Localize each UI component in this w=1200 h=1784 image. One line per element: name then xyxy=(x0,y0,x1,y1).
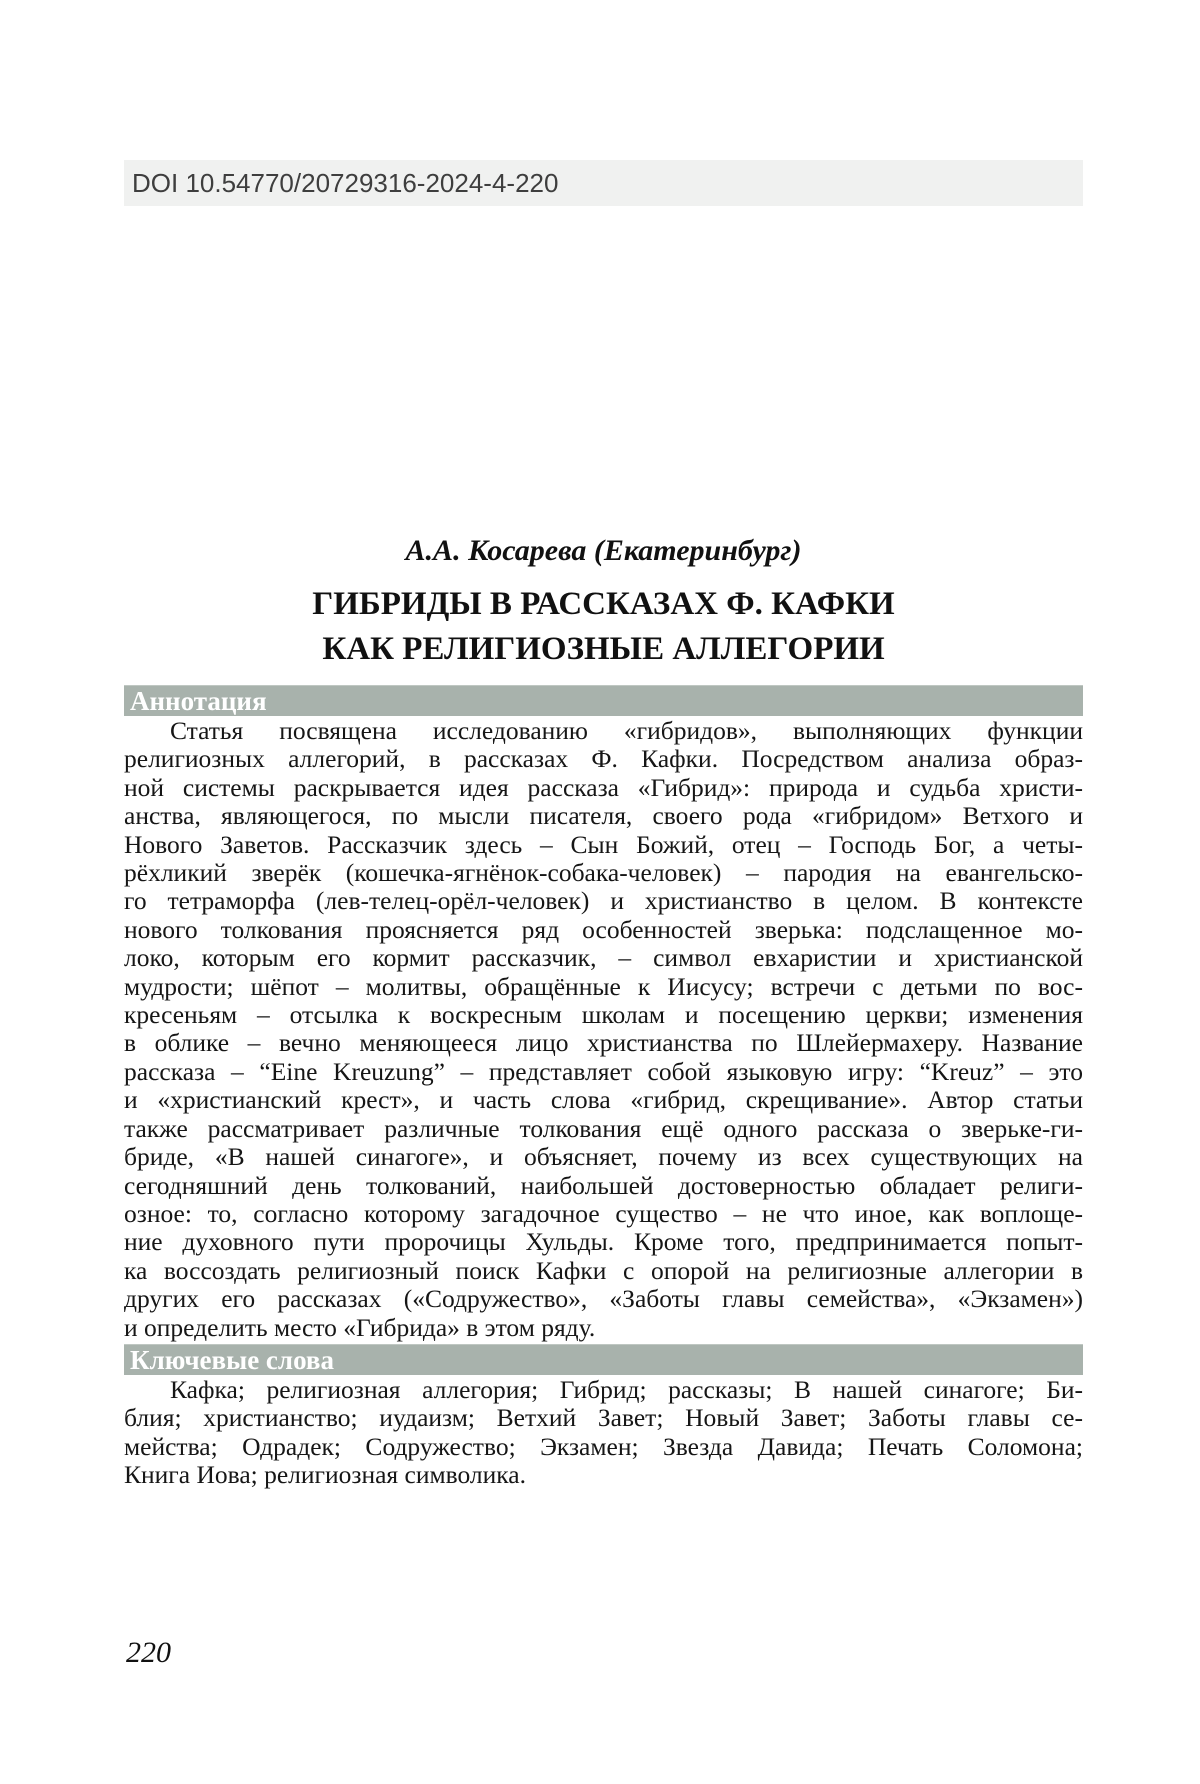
article-title xyxy=(124,582,1083,672)
doi-text: DOI 10.54770/20729316-2024-4-220 xyxy=(132,167,559,198)
text-line: Статья посвящена исследованию «гибридов», выполняющих функции xyxy=(170,716,1083,745)
text-line: в облике – вечно меняющееся лицо христианства по Шлейермахеру. Название xyxy=(124,1028,1083,1058)
article-title-line-2: КАК РЕЛИГИОЗНЫЕ АЛЛЕГОРИИ xyxy=(322,631,885,667)
text-line: мейства; Одрадек; Содружество; Экзамен; Звезда Давида; Печать Соломона; xyxy=(124,1431,1083,1461)
text-line: рассказа – “Eine Kreuzung” – представляет собой языковую игру: “Kreuz” – это xyxy=(124,1056,1083,1086)
text-line: Кафка; религиозная аллегория; Гибрид; рассказы; В нашей синагоге; Би- xyxy=(170,1375,1083,1404)
text-line: озное: то, согласно которому загадочное существо – не что иное, как воплоще- xyxy=(124,1198,1083,1228)
keywords-heading-bar xyxy=(124,1344,1083,1375)
keywords-heading: Ключевые слова xyxy=(130,1345,334,1375)
text-line: рёхликий зверёк (кошечка-ягнёнок-собака-человек) – пародия на евангельско- xyxy=(124,858,1083,888)
text-line: ка воссоздать религиозный поиск Кафки с опорой на религиозные аллегории в xyxy=(124,1255,1083,1285)
text-line: ной системы раскрывается идея рассказа «Гибрид»: природа и судьба христи- xyxy=(124,772,1083,802)
text-line: го тетраморфа (лев-телец-орёл-человек) и христианство в целом. В контексте xyxy=(124,886,1083,916)
text-line: и «христианский крест», и часть слова «гибрид, скрещивание». Автор статьи xyxy=(124,1085,1083,1115)
page-number: 220 xyxy=(126,1636,171,1669)
text-line: локо, которым его кормит рассказчик, – символ евхаристии и христианской xyxy=(124,943,1083,973)
text-line: религиозных аллегорий, в рассказах Ф. Кафки. Посредством анализа образ- xyxy=(124,744,1083,774)
text-line: блия; христианство; иудаизм; Ветхий Завет; Новый Завет; Заботы главы се- xyxy=(124,1403,1083,1433)
text-line: бриде, «В нашей синагоге», и объясняет, почему из всех существующих на xyxy=(124,1142,1083,1172)
text-line: нового толкования проясняется ряд особенностей зверька: подслащенное мо- xyxy=(124,914,1083,944)
author-line: А.А. Косарева (Екатеринбург) xyxy=(405,534,802,567)
doi-bar xyxy=(124,160,1083,206)
text-line: Книга Иова; религиозная символика. xyxy=(124,1460,526,1490)
abstract-heading: Аннотация xyxy=(130,686,267,716)
text-line: также рассматривает различные толкования ещё одного рассказа о зверьке-ги- xyxy=(124,1113,1083,1143)
abstract-text xyxy=(124,717,1083,1342)
text-line: других его рассказах («Содружество», «Заботы главы семейства», «Экзамен») xyxy=(124,1284,1083,1314)
text-line: ние духовного пути пророчицы Хульды. Кроме того, предпринимается попыт- xyxy=(124,1227,1083,1257)
text-line: Нового Заветов. Рассказчик здесь – Сын Божий, отец – Господь Бог, а четы- xyxy=(124,829,1083,859)
text-line: и определить место «Гибрида» в этом ряду. xyxy=(124,1312,596,1342)
text-line: мудрости; шёпот – молитвы, обращённые к Иисусу; встречи с детьми по вос- xyxy=(124,971,1083,1001)
text-line: кресеньям – отсылка к воскресным школам и посещению церкви; изменения xyxy=(124,1000,1083,1030)
text-line: сегодняшний день толкований, наибольшей достоверностью обладает религи- xyxy=(124,1170,1083,1200)
abstract-heading-bar xyxy=(124,685,1083,716)
text-line: анства, являющегося, по мысли писателя, своего рода «гибридом» Ветхого и xyxy=(124,801,1083,831)
keywords-text xyxy=(124,1376,1083,1490)
article-title-line-1: ГИБРИДЫ В РАССКАЗАХ Ф. КАФКИ xyxy=(312,586,895,622)
